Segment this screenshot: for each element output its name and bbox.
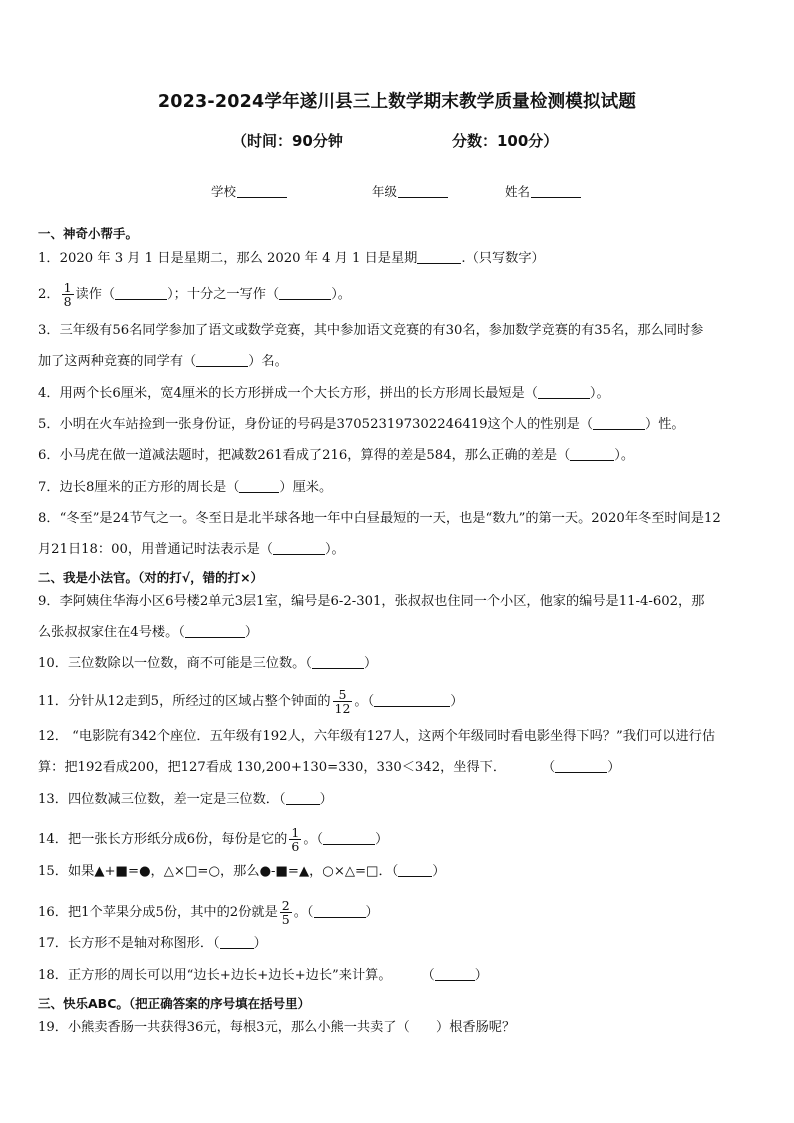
q3-blank[interactable] [196,353,248,367]
q4-text-2: ）。 [589,386,610,401]
question-9-line-1: 9．李阿姨住华海小区6号楼2单元3层1室，编号是6-2-301，张叔叔也住同一个小区，他家的编号是11-4-602，那 [38,594,705,609]
question-18 [38,967,488,985]
q1-note: .（只写数字） [461,251,545,266]
question-9-line-2 [38,624,258,642]
q14-fraction-num: 1 [291,825,300,840]
q18-text-1: 18．正方形的周长可以用“边长+边长+边长+边长”来计算。 [38,968,392,983]
q2-text-1: 读作（ [75,287,116,302]
question-11 [38,688,463,715]
q17-text-1: 17．长方形不是轴对称图形．（ [38,936,220,951]
q16-text-1: 16．把1个苹果分成5份，其中的2份就是 [38,905,278,920]
grade-label: 年级 [372,184,398,199]
exam-score: 分数：100分） [452,132,559,150]
q18-blank[interactable] [435,967,475,981]
school-blank[interactable] [237,185,287,198]
question-1 [38,250,545,268]
section-1-heading: 一、神奇小帮手。 [38,226,139,241]
q5-text-1: 5．小明在火车站捡到一张身份证，身份证的号码是370523197302246419这个人的性别是（ [38,417,594,432]
q14-text-1: 14．把一张长方形纸分成6份，每份是它的 [38,832,288,847]
q18-text-2: （ [421,968,435,983]
q6-text-2: ）。 [614,448,635,463]
school-field [211,182,287,200]
q2-blank-1[interactable] [115,286,167,300]
name-blank[interactable] [531,185,581,198]
q3-text-2: ）名。 [248,354,288,369]
grade-blank[interactable] [398,185,448,198]
question-6 [38,447,634,465]
q14-fraction-den: 6 [291,839,300,854]
q3-text-1: 加了这两种竞赛的同学有（ [38,354,197,369]
question-13 [38,791,333,809]
q16-fraction-num: 2 [281,898,290,913]
question-2 [38,281,351,308]
q9-text-2: ） [244,625,259,640]
q4-blank[interactable] [538,385,590,399]
q7-text-2: ）厘米。 [279,480,333,495]
q10-text-2: ） [363,656,378,671]
q12-text-3: ） [607,760,621,775]
name-field [505,182,581,200]
question-16 [38,899,379,926]
q14-blank[interactable] [323,831,375,845]
q16-text-3: ） [365,905,379,920]
section-2-heading: 二、我是小法官。（对的打√，错的打×） [38,570,264,585]
q7-blank[interactable] [239,479,279,493]
q2-fraction-den: 8 [63,294,72,309]
q9-text-1: 么张叔叔家住在4号楼。（ [38,625,185,640]
page-title: 2023-2024学年遂川县三上数学期末教学质量检测模拟试题 [157,92,637,112]
q6-text-1: 6．小马虎在做一道减法题时，把减数261看成了216，算得的差是584，那么正确的差是（ [38,448,571,463]
q16-fraction [280,899,292,926]
q12-blank[interactable] [555,759,607,773]
q11-blank[interactable] [374,693,450,707]
question-12-line-1: 12． “电影院有342个座位．五年级有192人，六年级有127人，这两个年级同时看电影坐得下吗？”我们可以进行估 [38,729,716,744]
q8-blank[interactable] [273,541,325,555]
question-3-line-1: 3．三年级有56名同学参加了语文或数学竞赛，其中参加语文竞赛的有30名，参加数学竞赛的有35名，那么同时参 [38,323,704,338]
q10-text-1: 10．三位数除以一位数，商不可能是三位数。（ [38,656,312,671]
section-3-heading: 三、快乐ABC。（把正确答案的序号填在括号里） [38,996,311,1011]
question-15 [38,863,445,881]
question-4 [38,385,610,403]
q12-text-2: （ [542,760,556,775]
question-5 [38,416,685,434]
q9-blank[interactable] [185,624,245,638]
q13-text-1: 13．四位数减三位数，差一定是三位数．（ [38,792,286,807]
question-17 [38,935,267,953]
q11-text-3: ） [450,694,464,709]
q11-fraction-den: 12 [334,701,351,716]
q8-text-2: ）。 [324,542,345,557]
question-19: 19．小熊卖香肠一共获得36元，每根3元，那么小熊一共卖了（ ）根香肠呢？ [38,1020,516,1035]
q2-number: 2． [38,287,60,302]
q4-text-1: 4．用两个长6厘米，宽4厘米的长方形拼成一个大长方形，拼出的长方形周长最短是（ [38,386,538,401]
q11-text-1: 11．分针从12走到5，所经过的区域占整个钟面的 [38,694,331,709]
q12-text-1: 算：把192看成200，把127看成 130,200+130=330，330＜342，坐得下． [38,760,507,775]
q5-text-2: ）性。 [645,417,685,432]
q13-text-2: ） [319,792,333,807]
question-3-line-2 [38,353,288,371]
q16-text-2: 。（ [293,905,314,920]
q5-blank[interactable] [593,416,645,430]
grade-field [372,182,448,200]
q15-text-1: 15．如果▲+■=●，△×□=○，那么●-■=▲，○×△=□．（ [38,864,399,879]
q7-text-1: 7．边长8厘米的正方形的周长是（ [38,480,240,495]
q2-fraction-num: 1 [63,280,72,295]
q17-blank[interactable] [220,935,254,949]
q14-text-2: 。（ [303,832,324,847]
name-label: 姓名 [505,184,531,199]
q2-fraction [62,281,74,308]
q10-blank[interactable] [312,655,364,669]
q18-text-3: ） [474,968,488,983]
q2-blank-2[interactable] [279,286,331,300]
q14-fraction [289,826,301,853]
q17-text-2: ） [253,936,267,951]
exam-time: （时间：90分钟 [232,132,343,150]
q1-blank[interactable] [417,250,461,264]
q15-blank[interactable] [398,863,432,877]
q14-text-3: ） [375,832,389,847]
q16-fraction-den: 5 [281,912,290,927]
question-14 [38,826,388,853]
q2-text-3: ）。 [331,287,351,302]
q8-text-1: 月21日18：00，用普通记时法表示是（ [38,542,273,557]
q16-blank[interactable] [314,904,366,918]
q11-fraction-num: 5 [333,688,353,702]
question-10 [38,655,377,673]
q6-blank[interactable] [570,447,614,461]
school-label: 学校 [211,184,237,199]
q15-text-2: ） [432,864,446,879]
question-8-line-2 [38,541,345,559]
q2-text-2: ）；十分之一写作（ [167,287,280,302]
question-7 [38,479,332,497]
q11-fraction [333,688,353,715]
q1-text: 1．2020 年 3 月 1 日是星期二，那么 2020 年 4 月 1 日是星期 [38,251,418,266]
question-12-line-2 [38,759,620,777]
q11-text-2: 。（ [354,694,375,709]
question-8-line-1: 8．“冬至”是24节气之一。冬至日是北半球各地一年中白昼最短的一天，也是“数九”的第一天。2020年冬至时间是12 [38,511,721,526]
q13-blank[interactable] [286,791,320,805]
